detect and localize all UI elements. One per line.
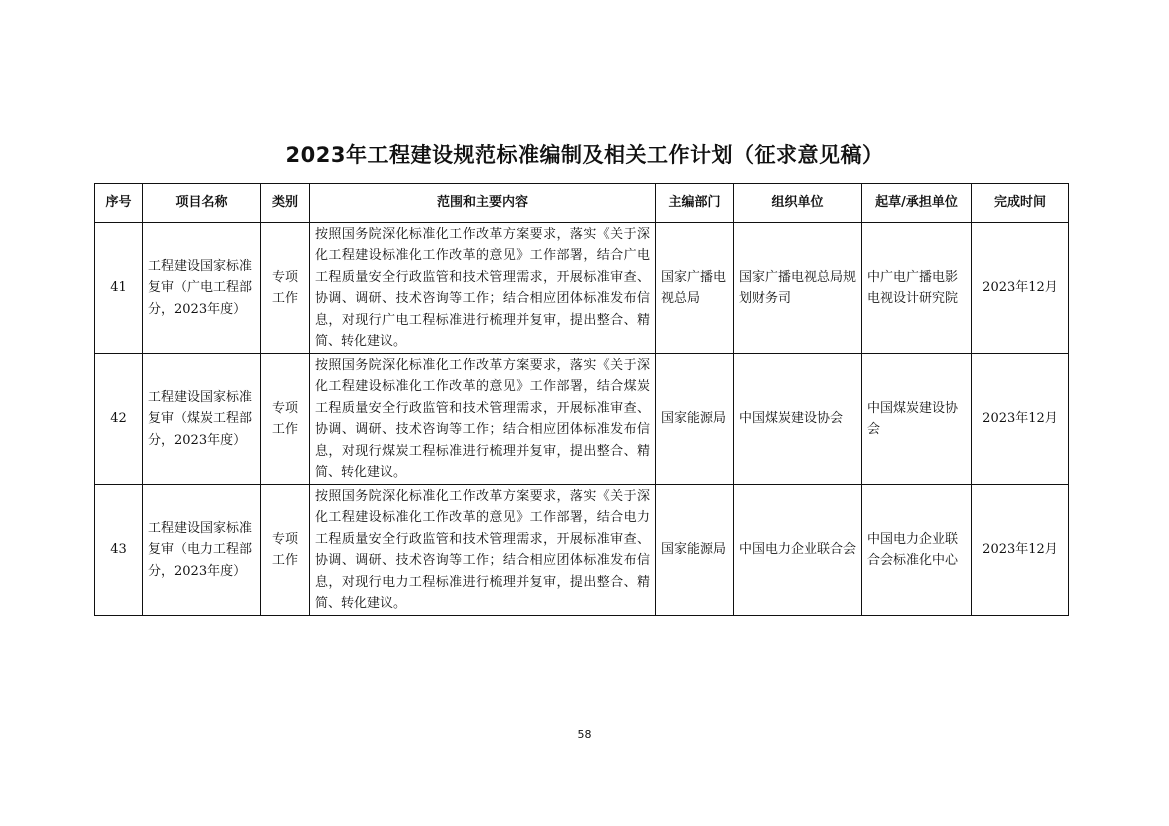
- cell-name: 工程建设国家标准复审（煤炭工程部分，2023年度）: [143, 354, 261, 485]
- cell-category: 专项工作: [261, 223, 310, 354]
- header-category: 类别: [261, 184, 310, 223]
- header-drafter: 起草/承担单位: [862, 184, 972, 223]
- cell-deadline: 2023年12月: [972, 485, 1069, 616]
- cell-scope: 按照国务院深化标准化工作改革方案要求，落实《关于深化工程建设标准化工作改革的意见》工作部署，结合电力工程质量安全行政监管和技术管理需求，开展标准审查、协调、调研、技术咨询等工作；结合相应团体标准发布信息，对现行电力工程标准进行梳理并复审，提出整合、精简、转化建议。: [310, 485, 656, 616]
- header-deadline: 完成时间: [972, 184, 1069, 223]
- cell-seq: 43: [95, 485, 143, 616]
- cell-scope: 按照国务院深化标准化工作改革方案要求，落实《关于深化工程建设标准化工作改革的意见》工作部署，结合煤炭工程质量安全行政监管和技术管理需求，开展标准审查、协调、调研、技术咨询等工作；结合相应团体标准发布信息，对现行煤炭工程标准进行梳理并复审，提出整合、精简、转化建议。: [310, 354, 656, 485]
- cell-scope: 按照国务院深化标准化工作改革方案要求，落实《关于深化工程建设标准化工作改革的意见》工作部署，结合广电工程质量安全行政监管和技术管理需求，开展标准审查、协调、调研、技术咨询等工作；结合相应团体标准发布信息，对现行广电工程标准进行梳理并复审，提出整合、精简、转化建议。: [310, 223, 656, 354]
- cell-name: 工程建设国家标准复审（广电工程部分，2023年度）: [143, 223, 261, 354]
- cell-drafter: 中广电广播电影电视设计研究院: [862, 223, 972, 354]
- table-row: [95, 354, 1069, 485]
- cell-editor: 国家能源局: [656, 485, 734, 616]
- cell-category: 专项工作: [261, 354, 310, 485]
- cell-seq: 41: [95, 223, 143, 354]
- document-title: 2023年工程建设规范标准编制及相关工作计划（征求意见稿）: [285, 143, 884, 167]
- header-editor: 主编部门: [656, 184, 734, 223]
- cell-organizer: 中国电力企业联合会: [734, 485, 862, 616]
- cell-drafter: 中国煤炭建设协会: [862, 354, 972, 485]
- table-row: [95, 485, 1069, 616]
- cell-category: 专项工作: [261, 485, 310, 616]
- cell-organizer: 国家广播电视总局规划财务司: [734, 223, 862, 354]
- table-row: [95, 223, 1069, 354]
- table-header-row: [95, 184, 1069, 223]
- header-organizer: 组织单位: [734, 184, 862, 223]
- cell-deadline: 2023年12月: [972, 223, 1069, 354]
- header-seq: 序号: [95, 184, 143, 223]
- cell-organizer: 中国煤炭建设协会: [734, 354, 862, 485]
- cell-drafter: 中国电力企业联合会标准化中心: [862, 485, 972, 616]
- cell-deadline: 2023年12月: [972, 354, 1069, 485]
- cell-seq: 42: [95, 354, 143, 485]
- header-scope: 范围和主要内容: [310, 184, 656, 223]
- page-number: 58: [577, 728, 592, 741]
- work-plan-table: [94, 183, 1069, 616]
- header-name: 项目名称: [143, 184, 261, 223]
- cell-editor: 国家能源局: [656, 354, 734, 485]
- cell-name: 工程建设国家标准复审（电力工程部分，2023年度）: [143, 485, 261, 616]
- cell-editor: 国家广播电视总局: [656, 223, 734, 354]
